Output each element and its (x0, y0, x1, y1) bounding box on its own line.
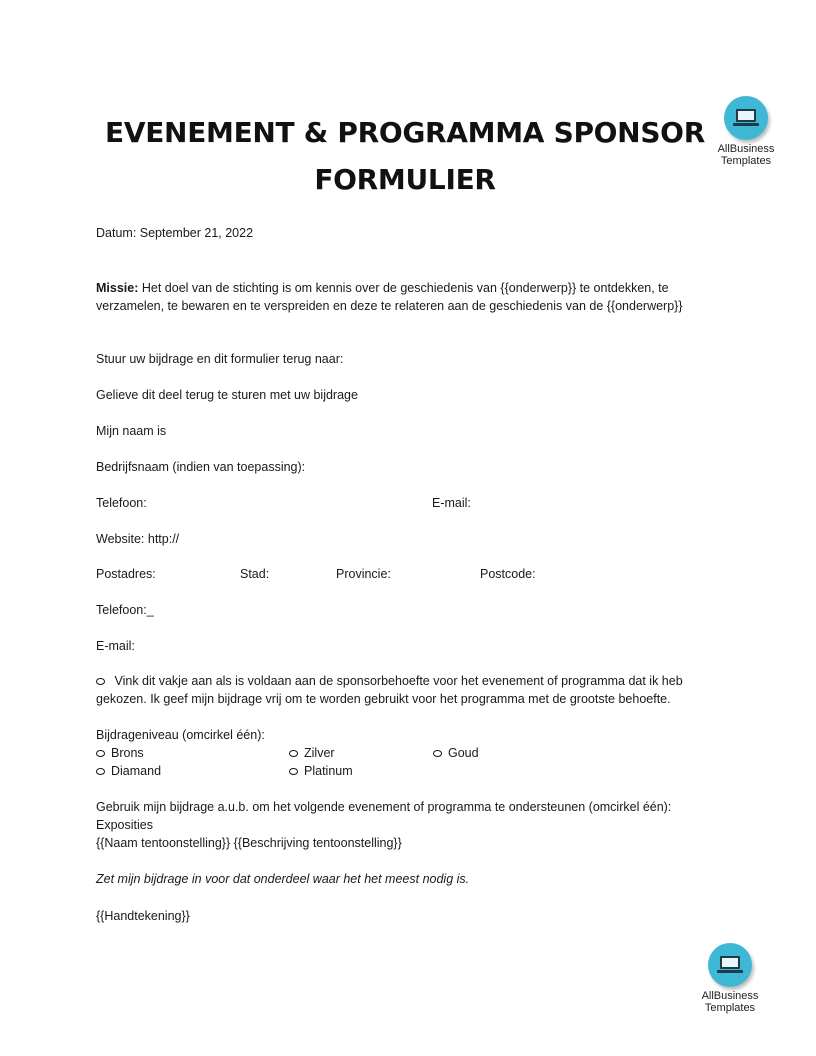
address-postcode: Postcode: (480, 567, 536, 581)
laptop-icon (708, 943, 752, 987)
level-row-2 (96, 762, 736, 780)
email-label-right: E-mail: (432, 496, 471, 510)
phone-label: Telefoon: (96, 496, 147, 510)
level-option-diamand[interactable]: Diamand (96, 762, 161, 780)
radio-circle-icon (433, 750, 442, 757)
page-title-line-1: EVENEMENT & PROGRAMMA SPONSOR (105, 116, 705, 149)
checkbox-text: Vink dit vakje aan als is voldaan aan de sponsorbehoefte voor het evenement of programma dat ik heb gekozen. Ik geef mijn bijdrage vrij om te worden gebruikt voor het programma met de grootste behoefte. (96, 674, 683, 706)
email2-line: E-mail: (96, 639, 135, 653)
mission-label: Missie: (96, 281, 139, 295)
company-line: Bedrijfsnaam (indien van toepassing): (96, 460, 306, 474)
logo-text-line-1: AllBusiness (717, 143, 775, 155)
address-stad: Stad: (240, 567, 270, 581)
return-line: Stuur uw bijdrage en dit formulier terug naar: (96, 352, 344, 366)
mission-text: Het doel van de stichting is om kennis over de geschiedenis van {{onderwerp}} te ontdekken, te verzamelen, te bewaren en te verspreiden en deze te relateren aan de geschiedenis van de {{onderwerp}} (96, 281, 683, 313)
checkbox-circle-icon[interactable] (96, 678, 105, 685)
italic-note: Zet mijn bijdrage in voor dat onderdeel waar het het meest nodig is. (96, 872, 470, 886)
signature-placeholder: {{Handtekening}} (96, 909, 190, 923)
please-line: Gelieve dit deel terug te sturen met uw bijdrage (96, 388, 358, 402)
logo-bottom (680, 943, 780, 1014)
date-line: Datum: September 21, 2022 (96, 226, 254, 240)
level-row-1 (96, 744, 736, 762)
radio-circle-icon (289, 768, 298, 775)
laptop-icon (724, 96, 768, 140)
logo-text-line-1: AllBusiness (701, 990, 759, 1002)
phone2-line: Telefoon:_ (96, 603, 154, 617)
level-option-brons[interactable]: Brons (96, 744, 144, 762)
name-line: Mijn naam is (96, 424, 167, 438)
sponsor-checkbox-paragraph (96, 672, 716, 708)
mission-paragraph (96, 279, 726, 315)
logo-text-line-2: Templates (704, 1002, 756, 1014)
address-provincie: Provincie: (336, 567, 391, 581)
exhibitions-value: {{Naam tentoonstelling}} {{Beschrijving tentoonstelling}} (96, 836, 402, 850)
level-heading: Bijdrageniveau (omcirkel één): (96, 728, 265, 742)
address-postadres: Postadres: (96, 567, 156, 581)
level-option-goud[interactable]: Goud (433, 744, 479, 762)
logo-text-line-2: Templates (720, 155, 772, 167)
exhibitions-label: Exposities (96, 818, 153, 832)
level-option-platinum[interactable]: Platinum (289, 762, 353, 780)
radio-circle-icon (289, 750, 298, 757)
radio-circle-icon (96, 750, 105, 757)
radio-circle-icon (96, 768, 105, 775)
level-option-zilver[interactable]: Zilver (289, 744, 335, 762)
page-title-line-2: FORMULIER (314, 163, 496, 196)
use-line: Gebruik mijn bijdrage a.u.b. om het volgende evenement of programma te ondersteunen (omcirkel één): (96, 800, 672, 814)
website-line: Website: http:// (96, 532, 180, 546)
logo-top (696, 96, 796, 167)
